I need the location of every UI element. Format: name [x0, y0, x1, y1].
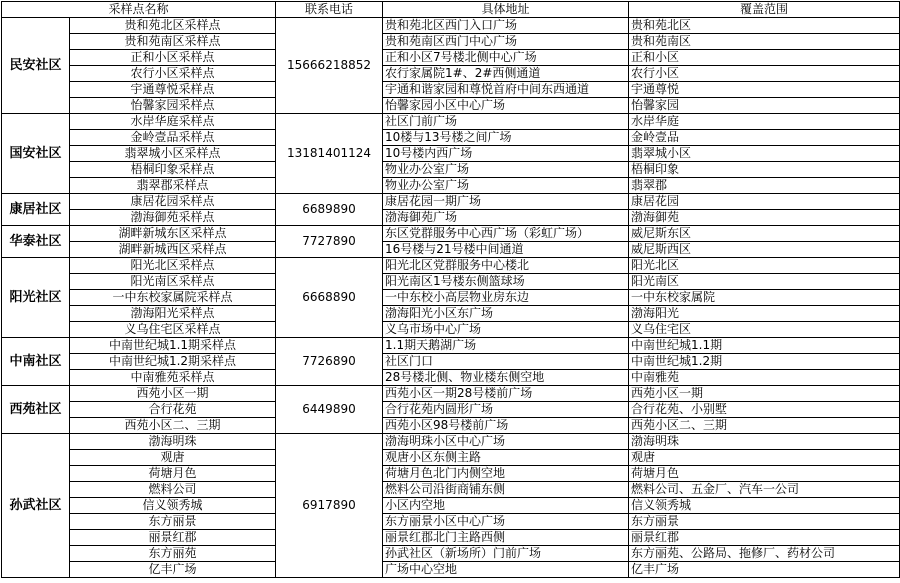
table-row [2, 498, 900, 514]
address-cell: 广场中心空地 [383, 562, 629, 578]
table-row [2, 338, 900, 354]
table-row [2, 242, 900, 258]
contact-phone: 6917890 [276, 434, 383, 578]
table-row [2, 322, 900, 338]
address-cell: 渤海明珠小区中心广场 [383, 434, 629, 450]
sampling-site-cell: 中南世纪城1.1期采样点 [70, 338, 276, 354]
table-row [2, 114, 900, 130]
sampling-site-cell: 翡翠郡采样点 [70, 178, 276, 194]
sampling-site-cell: 正和小区采样点 [70, 50, 276, 66]
table-row [2, 98, 900, 114]
coverage-cell: 荷塘月色 [629, 466, 900, 482]
table-header-row [2, 2, 900, 18]
address-cell: 10号楼内西广场 [383, 146, 629, 162]
community-name: 康居社区 [2, 194, 70, 226]
sampling-site-cell: 一中东校家属院采样点 [70, 290, 276, 306]
table-row [2, 402, 900, 418]
address-cell: 贵和苑北区西门入口广场 [383, 18, 629, 34]
coverage-cell: 西苑小区二、三期 [629, 418, 900, 434]
community-name: 孙武社区 [2, 434, 70, 578]
coverage-cell: 渤海御苑 [629, 210, 900, 226]
table-row [2, 194, 900, 210]
coverage-cell: 观唐 [629, 450, 900, 466]
sampling-site-cell: 翡翠城小区采样点 [70, 146, 276, 162]
address-cell: 东区党群服务中心西广场（彩虹广场） [383, 226, 629, 242]
table-row [2, 18, 900, 34]
contact-phone: 7726890 [276, 338, 383, 386]
coverage-cell: 农行小区 [629, 66, 900, 82]
table-row [2, 162, 900, 178]
address-cell: 16号楼与21号楼中间通道 [383, 242, 629, 258]
address-cell: 社区门前广场 [383, 114, 629, 130]
address-cell: 义乌市场中心广场 [383, 322, 629, 338]
sampling-site-cell: 观唐 [70, 450, 276, 466]
table-row [2, 290, 900, 306]
header-coverage: 覆盖范围 [629, 2, 900, 18]
table-row [2, 226, 900, 242]
sampling-site-cell: 西苑小区一期 [70, 386, 276, 402]
sampling-site-cell: 西苑小区二、三期 [70, 418, 276, 434]
table-row [2, 130, 900, 146]
table-row [2, 66, 900, 82]
sampling-site-cell: 荷塘月色 [70, 466, 276, 482]
coverage-cell: 渤海明珠 [629, 434, 900, 450]
coverage-cell: 东方丽景 [629, 514, 900, 530]
coverage-cell: 亿丰广场 [629, 562, 900, 578]
sampling-site-cell: 宇通尊悦采样点 [70, 82, 276, 98]
coverage-cell: 信义领秀城 [629, 498, 900, 514]
sampling-site-cell: 亿丰广场 [70, 562, 276, 578]
table-row [2, 306, 900, 322]
community-name: 民安社区 [2, 18, 70, 114]
table-row [2, 210, 900, 226]
header-phone: 联系电话 [276, 2, 383, 18]
address-cell: 渤海阳光小区东广场 [383, 306, 629, 322]
address-cell: 合行花苑内圆形广场 [383, 402, 629, 418]
table-body [2, 18, 900, 578]
address-cell: 28号楼北侧、物业楼东侧空地 [383, 370, 629, 386]
table-row [2, 546, 900, 562]
address-cell: 观唐小区东侧主路 [383, 450, 629, 466]
coverage-cell: 梧桐印象 [629, 162, 900, 178]
address-cell: 正和小区7号楼北侧中心广场 [383, 50, 629, 66]
table-row [2, 82, 900, 98]
contact-phone: 13181401124 [276, 114, 383, 194]
coverage-cell: 水岸华庭 [629, 114, 900, 130]
address-cell: 西苑小区一期28号楼前广场 [383, 386, 629, 402]
coverage-cell: 康居花园 [629, 194, 900, 210]
sampling-site-cell: 湖畔新城西区采样点 [70, 242, 276, 258]
coverage-cell: 威尼斯西区 [629, 242, 900, 258]
coverage-cell: 威尼斯东区 [629, 226, 900, 242]
table-row [2, 50, 900, 66]
table-row [2, 514, 900, 530]
coverage-cell: 东方丽苑、公路局、拖修厂、药材公司 [629, 546, 900, 562]
table-row [2, 274, 900, 290]
table-row [2, 34, 900, 50]
coverage-cell: 渤海阳光 [629, 306, 900, 322]
address-cell: 渤海御苑广场 [383, 210, 629, 226]
table-row [2, 354, 900, 370]
address-cell: 小区内空地 [383, 498, 629, 514]
coverage-cell: 宇通尊悦 [629, 82, 900, 98]
coverage-cell: 翡翠城小区 [629, 146, 900, 162]
coverage-cell: 贵和苑南区 [629, 34, 900, 50]
sampling-site-cell: 渤海明珠 [70, 434, 276, 450]
coverage-cell: 中南世纪城1.2期 [629, 354, 900, 370]
sampling-site-cell: 金岭壹品采样点 [70, 130, 276, 146]
table-row [2, 258, 900, 274]
address-cell: 10楼与13号楼之间广场 [383, 130, 629, 146]
table-row [2, 562, 900, 578]
address-cell: 贵和苑南区西门中心广场 [383, 34, 629, 50]
address-cell: 物业办公室广场 [383, 162, 629, 178]
sampling-site-cell: 义乌住宅区采样点 [70, 322, 276, 338]
address-cell: 社区门口 [383, 354, 629, 370]
contact-phone: 6689890 [276, 194, 383, 226]
coverage-cell: 燃料公司、五金厂、汽车一公司 [629, 482, 900, 498]
address-cell: 阳光南区1号楼东侧篮球场 [383, 274, 629, 290]
sampling-site-cell: 水岸华庭采样点 [70, 114, 276, 130]
sampling-points-table [1, 1, 900, 578]
address-cell: 物业办公室广场 [383, 178, 629, 194]
table-row [2, 178, 900, 194]
table-row [2, 386, 900, 402]
coverage-cell: 贵和苑北区 [629, 18, 900, 34]
table-row [2, 434, 900, 450]
address-cell: 怡馨家园小区中心广场 [383, 98, 629, 114]
table-row [2, 530, 900, 546]
sampling-site-cell: 渤海御苑采样点 [70, 210, 276, 226]
community-name: 中南社区 [2, 338, 70, 386]
coverage-cell: 阳光北区 [629, 258, 900, 274]
address-cell: 一中东校小高层物业房东边 [383, 290, 629, 306]
coverage-cell: 丽景红郡 [629, 530, 900, 546]
address-cell: 燃料公司沿街商铺东侧 [383, 482, 629, 498]
coverage-cell: 西苑小区一期 [629, 386, 900, 402]
coverage-cell: 阳光南区 [629, 274, 900, 290]
coverage-cell: 正和小区 [629, 50, 900, 66]
contact-phone: 7727890 [276, 226, 383, 258]
table-row [2, 450, 900, 466]
table-row [2, 418, 900, 434]
address-cell: 丽景红郡北门主路西侧 [383, 530, 629, 546]
coverage-cell: 义乌住宅区 [629, 322, 900, 338]
sampling-site-cell: 丽景红郡 [70, 530, 276, 546]
address-cell: 宇通和谐家园和尊悦首府中间东西通道 [383, 82, 629, 98]
address-cell: 农行家属院1#、2#西侧通道 [383, 66, 629, 82]
contact-phone: 15666218852 [276, 18, 383, 114]
sampling-site-cell: 燃料公司 [70, 482, 276, 498]
coverage-cell: 中南世纪城1.1期 [629, 338, 900, 354]
address-cell: 孙武社区（新场所）门前广场 [383, 546, 629, 562]
sampling-site-cell: 东方丽景 [70, 514, 276, 530]
table-row [2, 146, 900, 162]
table-row [2, 466, 900, 482]
sampling-site-cell: 信义领秀城 [70, 498, 276, 514]
header-site-name: 采样点名称 [2, 2, 276, 18]
sampling-site-cell: 怡馨家园采样点 [70, 98, 276, 114]
contact-phone: 6449890 [276, 386, 383, 434]
coverage-cell: 合行花苑、小别墅 [629, 402, 900, 418]
table-row [2, 482, 900, 498]
coverage-cell: 中南雅苑 [629, 370, 900, 386]
sampling-site-cell: 阳光南区采样点 [70, 274, 276, 290]
community-name: 华泰社区 [2, 226, 70, 258]
sampling-site-cell: 梧桐印象采样点 [70, 162, 276, 178]
community-name: 阳光社区 [2, 258, 70, 338]
address-cell: 1.1期天鹅湖广场 [383, 338, 629, 354]
sampling-site-cell: 东方丽苑 [70, 546, 276, 562]
contact-phone: 6668890 [276, 258, 383, 338]
coverage-cell: 一中东校家属院 [629, 290, 900, 306]
sampling-site-cell: 渤海阳光采样点 [70, 306, 276, 322]
sampling-site-cell: 贵和苑南区采样点 [70, 34, 276, 50]
sampling-site-cell: 贵和苑北区采样点 [70, 18, 276, 34]
address-cell: 阳光北区党群服务中心楼北 [383, 258, 629, 274]
address-cell: 荷塘月色北门内侧空地 [383, 466, 629, 482]
address-cell: 西苑小区98号楼前广场 [383, 418, 629, 434]
sampling-site-cell: 中南世纪城1.2期采样点 [70, 354, 276, 370]
community-name: 国安社区 [2, 114, 70, 194]
sampling-site-cell: 中南雅苑采样点 [70, 370, 276, 386]
sampling-site-cell: 阳光北区采样点 [70, 258, 276, 274]
community-name: 西苑社区 [2, 386, 70, 434]
sampling-site-cell: 农行小区采样点 [70, 66, 276, 82]
address-cell: 东方丽景小区中心广场 [383, 514, 629, 530]
coverage-cell: 金岭壹品 [629, 130, 900, 146]
table-row [2, 370, 900, 386]
sampling-site-cell: 合行花苑 [70, 402, 276, 418]
coverage-cell: 怡馨家园 [629, 98, 900, 114]
sampling-site-cell: 湖畔新城东区采样点 [70, 226, 276, 242]
header-address: 具体地址 [383, 2, 629, 18]
sampling-site-cell: 康居花园采样点 [70, 194, 276, 210]
address-cell: 康居花园一期广场 [383, 194, 629, 210]
coverage-cell: 翡翠郡 [629, 178, 900, 194]
